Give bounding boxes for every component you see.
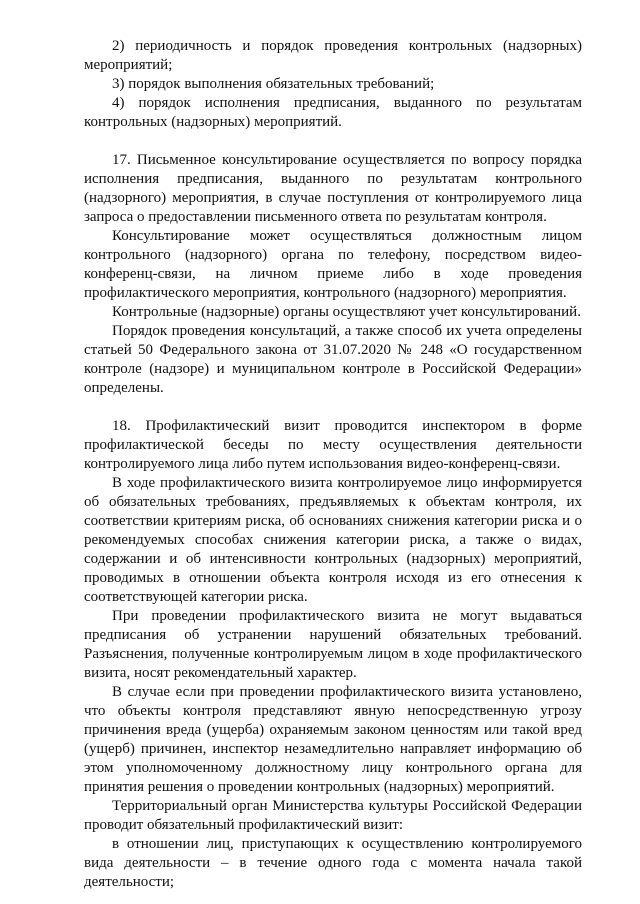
paragraph: Порядок проведения консультаций, а также способ их учета определены статьей 50 Федерального закона от 31.07.2020 № 248 «О государственном контроле (надзоре) и муниципальном контроле в Российской Федерации» определены. xyxy=(84,323,582,396)
paragraph: Консультирование может осуществляться должностным лицом контрольного (надзорного) органа по телефону, посредством видео-конференц-связи, на личном приеме либо в ходе проведения профилактического мероприятия, контрольного (надзорного) мероприятия. xyxy=(84,228,582,301)
paragraph: в отношении лиц, приступающих к осуществлению контролируемого вида деятельности – в течение одного года с момента начала такой деятельности; xyxy=(84,836,582,890)
paragraph: 4) порядок исполнения предписания, выданного по результатам контрольных (надзорных) мероприятий. xyxy=(84,95,582,130)
paragraph: В ходе профилактического визита контролируемое лицо информируется об обязательных требованиях, предъявляемых к объектам контроля, их соответствии критериям риска, об основаниях снижения категории риска и о рекомендуемых способах снижения категории риска, а также о видах, содержании и об интенсивности контрольных (надзорных) мероприятий, проводимых в отношении объекта контроля исходя из его отнесения к соответствующей категории риска. xyxy=(84,475,582,605)
paragraph: Территориальный орган Министерства культуры Российской Федерации проводит обязательный профилактический визит: xyxy=(84,798,582,833)
paragraph: 18. Профилактический визит проводится инспектором в форме профилактической беседы по месту осуществления деятельности контролируемого лица либо путем использования видео-конференц-связи. xyxy=(84,418,582,472)
paragraph: Контрольные (надзорные) органы осуществляют учет консультирований. xyxy=(112,304,581,320)
paragraph: В случае если при проведении профилактического визита установлено, что объекты контроля представляют явную непосредственную угрозу причинения вреда (ущерба) охраняемым законом ценностям или такой вред (ущерб) причинен, инспектор незамедлительно направляет информацию об этом уполномоченному должностному лицу контрольного органа для принятия решения о проведении контрольных (надзорных) мероприятий. xyxy=(84,684,582,795)
paragraph: 17. Письменное консультирование осуществляется по вопросу порядка исполнения предписания, выданного по результатам контрольного (надзорного) мероприятия, в случае поступления от контролируемого лица запроса о предоставлении письменного ответа по результатам контроля. xyxy=(84,152,582,225)
paragraph-spacer xyxy=(84,398,582,417)
paragraph: 3) порядок выполнения обязательных требований; xyxy=(112,76,435,92)
paragraph: 2) периодичность и порядок проведения контрольных (надзорных) мероприятий; xyxy=(84,38,582,73)
paragraph-spacer xyxy=(84,132,582,151)
paragraph: При проведении профилактического визита не могут выдаваться предписания об устранении нарушений обязательных требований. Разъяснения, полученные контролируемым лицом в ходе профилактического визита, носят рекомендательный характер. xyxy=(84,608,582,681)
